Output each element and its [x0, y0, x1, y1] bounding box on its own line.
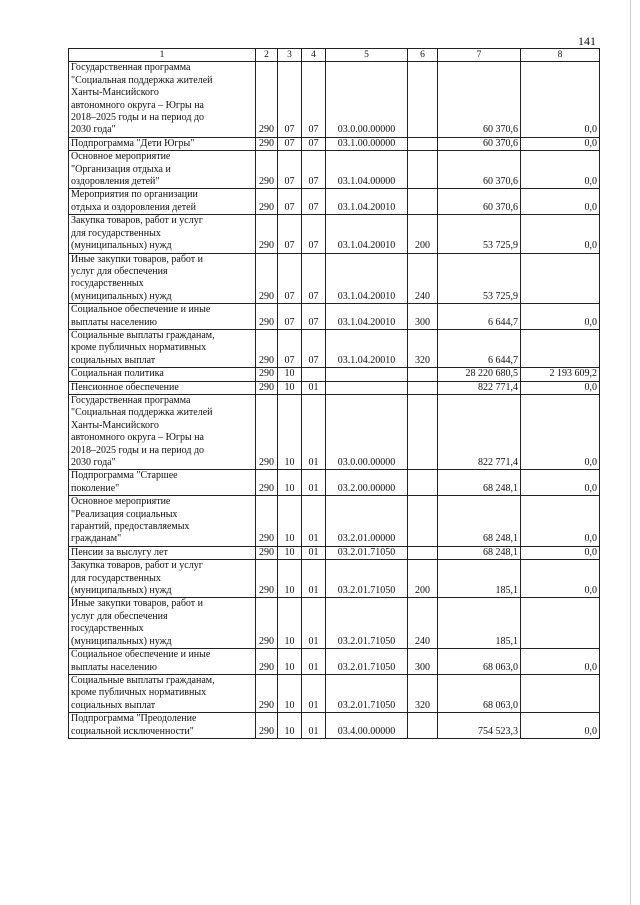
column-3-cell: 10: [278, 546, 302, 559]
table-row: [69, 137, 600, 150]
column-header: 1: [69, 49, 256, 62]
column-8-cell: 0,0: [521, 496, 600, 547]
row-name-cell: Государственная программа "Социальная поддержка жителей Ханты-Мансийского автономного округа – Югры на 2018–2025 годы и на период до 2030 года": [69, 62, 256, 137]
column-2-cell: 290: [256, 189, 278, 215]
table-row: [69, 560, 600, 598]
column-6-cell: [408, 496, 438, 547]
column-7-cell: 6 644,7: [438, 304, 521, 330]
column-2-cell: 290: [256, 598, 278, 649]
column-3-cell: 07: [278, 253, 302, 304]
table-row: [69, 674, 600, 712]
scan-edge-line: [630, 0, 631, 905]
column-2-cell: 290: [256, 329, 278, 367]
column-5-cell: 03.0.00.00000: [326, 62, 408, 137]
row-name-cell: Подпрограмма "Преодоление социальной исключенности": [69, 713, 256, 739]
column-3-cell: 10: [278, 649, 302, 675]
column-8-cell: [521, 598, 600, 649]
column-4-cell: 01: [302, 649, 326, 675]
column-header: 7: [438, 49, 521, 62]
column-4-cell: 01: [302, 560, 326, 598]
column-3-cell: 10: [278, 368, 302, 381]
column-header: 6: [408, 49, 438, 62]
column-6-cell: [408, 470, 438, 496]
page-number: 141: [578, 34, 596, 48]
column-6-cell: 300: [408, 649, 438, 675]
column-8-cell: 2 193 609,2: [521, 368, 600, 381]
column-3-cell: 10: [278, 713, 302, 739]
row-name-cell: Государственная программа "Социальная поддержка жителей Ханты-Мансийского автономного округа – Югры на 2018–2025 годы и на период до 2030 года": [69, 394, 256, 469]
column-5-cell: 03.2.01.00000: [326, 496, 408, 547]
column-5-cell: 03.1.04.20010: [326, 329, 408, 367]
column-2-cell: 290: [256, 649, 278, 675]
column-7-cell: 68 063,0: [438, 649, 521, 675]
column-6-cell: 320: [408, 674, 438, 712]
column-4-cell: 07: [302, 253, 326, 304]
row-name-cell: Подпрограмма "Дети Югры": [69, 137, 256, 150]
column-3-cell: 07: [278, 62, 302, 137]
column-7-cell: 754 523,3: [438, 713, 521, 739]
column-2-cell: 290: [256, 674, 278, 712]
column-2-cell: 290: [256, 62, 278, 137]
column-3-cell: 10: [278, 470, 302, 496]
column-2-cell: 290: [256, 496, 278, 547]
column-8-cell: 0,0: [521, 649, 600, 675]
table-row: [69, 598, 600, 649]
column-2-cell: 290: [256, 368, 278, 381]
column-6-cell: 240: [408, 253, 438, 304]
column-6-cell: 240: [408, 598, 438, 649]
column-8-cell: 0,0: [521, 546, 600, 559]
table-body: [69, 62, 600, 739]
column-3-cell: 10: [278, 496, 302, 547]
column-4-cell: 01: [302, 394, 326, 469]
row-name-cell: Закупка товаров, работ и услуг для государственных (муниципальных) нужд: [69, 215, 256, 253]
column-5-cell: 03.1.04.20010: [326, 304, 408, 330]
table-row: [69, 329, 600, 367]
row-name-cell: Основное мероприятие "Организация отдыха и оздоровления детей": [69, 151, 256, 189]
column-4-cell: 07: [302, 329, 326, 367]
column-4-cell: [302, 368, 326, 381]
column-6-cell: [408, 151, 438, 189]
column-5-cell: 03.1.04.20010: [326, 189, 408, 215]
column-6-cell: 320: [408, 329, 438, 367]
column-5-cell: 03.2.01.71050: [326, 649, 408, 675]
row-name-cell: Основное мероприятие "Реализация социальных гарантий, предоставляемых гражданам": [69, 496, 256, 547]
row-name-cell: Социальные выплаты гражданам, кроме публичных нормативных социальных выплат: [69, 329, 256, 367]
column-5-cell: 03.2.00.00000: [326, 470, 408, 496]
column-4-cell: 01: [302, 713, 326, 739]
column-7-cell: 185,1: [438, 598, 521, 649]
column-2-cell: 290: [256, 470, 278, 496]
column-4-cell: 07: [302, 137, 326, 150]
column-5-cell: 03.2.01.71050: [326, 674, 408, 712]
column-8-cell: 0,0: [521, 470, 600, 496]
column-4-cell: 01: [302, 381, 326, 394]
column-8-cell: 0,0: [521, 151, 600, 189]
column-2-cell: 290: [256, 381, 278, 394]
row-name-cell: Иные закупки товаров, работ и услуг для обеспечения государственных (муниципальных) нужд: [69, 253, 256, 304]
column-7-cell: 68 063,0: [438, 674, 521, 712]
column-6-cell: [408, 62, 438, 137]
column-4-cell: 07: [302, 189, 326, 215]
column-5-cell: 03.2.01.71050: [326, 560, 408, 598]
column-6-cell: [408, 381, 438, 394]
row-name-cell: Социальные выплаты гражданам, кроме публичных нормативных социальных выплат: [69, 674, 256, 712]
column-7-cell: 60 370,6: [438, 62, 521, 137]
table-row: [69, 394, 600, 469]
column-header: 2: [256, 49, 278, 62]
column-5-cell: 03.1.04.00000: [326, 151, 408, 189]
row-name-cell: Социальное обеспечение и иные выплаты населению: [69, 649, 256, 675]
table-row: [69, 496, 600, 547]
column-4-cell: 07: [302, 62, 326, 137]
column-7-cell: 185,1: [438, 560, 521, 598]
row-name-cell: Закупка товаров, работ и услуг для государственных (муниципальных) нужд: [69, 560, 256, 598]
row-name-cell: Мероприятия по организации отдыха и оздоровления детей: [69, 189, 256, 215]
column-3-cell: 10: [278, 381, 302, 394]
column-6-cell: 200: [408, 215, 438, 253]
table-row: [69, 304, 600, 330]
column-3-cell: 10: [278, 394, 302, 469]
column-7-cell: 822 771,4: [438, 394, 521, 469]
column-3-cell: 07: [278, 137, 302, 150]
column-5-cell: 03.0.00.00000: [326, 394, 408, 469]
table-row: [69, 368, 600, 381]
column-2-cell: 290: [256, 304, 278, 330]
column-3-cell: 07: [278, 329, 302, 367]
column-6-cell: [408, 137, 438, 150]
column-3-cell: 10: [278, 598, 302, 649]
column-header: 3: [278, 49, 302, 62]
column-8-cell: 0,0: [521, 381, 600, 394]
table-row: [69, 151, 600, 189]
column-7-cell: 68 248,1: [438, 546, 521, 559]
column-4-cell: 01: [302, 546, 326, 559]
column-5-cell: 03.1.04.20010: [326, 253, 408, 304]
column-6-cell: 200: [408, 560, 438, 598]
column-header: 8: [521, 49, 600, 62]
column-2-cell: 290: [256, 253, 278, 304]
header-row: [69, 49, 600, 62]
column-8-cell: [521, 674, 600, 712]
column-8-cell: 0,0: [521, 394, 600, 469]
column-6-cell: [408, 189, 438, 215]
table-row: [69, 215, 600, 253]
table-row: [69, 62, 600, 137]
column-4-cell: 01: [302, 470, 326, 496]
table-row: [69, 546, 600, 559]
column-2-cell: 290: [256, 546, 278, 559]
column-8-cell: [521, 253, 600, 304]
column-7-cell: 53 725,9: [438, 253, 521, 304]
column-5-cell: 03.1.04.20010: [326, 215, 408, 253]
column-7-cell: 6 644,7: [438, 329, 521, 367]
table-row: [69, 189, 600, 215]
column-3-cell: 07: [278, 215, 302, 253]
column-8-cell: 0,0: [521, 137, 600, 150]
column-8-cell: [521, 329, 600, 367]
column-3-cell: 07: [278, 304, 302, 330]
column-3-cell: 07: [278, 189, 302, 215]
column-4-cell: 07: [302, 304, 326, 330]
column-2-cell: 290: [256, 215, 278, 253]
table-row: [69, 381, 600, 394]
column-5-cell: [326, 368, 408, 381]
budget-table: [68, 48, 600, 739]
column-6-cell: [408, 546, 438, 559]
column-8-cell: 0,0: [521, 215, 600, 253]
column-3-cell: 10: [278, 674, 302, 712]
row-name-cell: Социальное обеспечение и иные выплаты населению: [69, 304, 256, 330]
column-7-cell: 28 220 680,5: [438, 368, 521, 381]
column-8-cell: 0,0: [521, 560, 600, 598]
column-3-cell: 07: [278, 151, 302, 189]
column-4-cell: 01: [302, 598, 326, 649]
row-name-cell: Иные закупки товаров, работ и услуг для обеспечения государственных (муниципальных) нужд: [69, 598, 256, 649]
table-row: [69, 253, 600, 304]
column-4-cell: 01: [302, 496, 326, 547]
column-8-cell: 0,0: [521, 189, 600, 215]
column-2-cell: 290: [256, 560, 278, 598]
column-header: 5: [326, 49, 408, 62]
column-8-cell: 0,0: [521, 304, 600, 330]
column-5-cell: 03.2.01.71050: [326, 546, 408, 559]
table-row: [69, 713, 600, 739]
row-name-cell: Пенсии за выслугу лет: [69, 546, 256, 559]
column-7-cell: 68 248,1: [438, 496, 521, 547]
column-7-cell: 60 370,6: [438, 137, 521, 150]
column-2-cell: 290: [256, 151, 278, 189]
column-6-cell: [408, 394, 438, 469]
column-7-cell: 822 771,4: [438, 381, 521, 394]
column-6-cell: 300: [408, 304, 438, 330]
column-7-cell: 60 370,6: [438, 189, 521, 215]
column-7-cell: 53 725,9: [438, 215, 521, 253]
column-6-cell: [408, 368, 438, 381]
column-7-cell: 60 370,6: [438, 151, 521, 189]
column-3-cell: 10: [278, 560, 302, 598]
table-row: [69, 470, 600, 496]
column-8-cell: 0,0: [521, 713, 600, 739]
column-4-cell: 01: [302, 674, 326, 712]
column-header: 4: [302, 49, 326, 62]
column-4-cell: 07: [302, 151, 326, 189]
row-name-cell: Пенсионное обеспечение: [69, 381, 256, 394]
row-name-cell: Подпрограмма "Старшее поколение": [69, 470, 256, 496]
column-5-cell: 03.4.00.00000: [326, 713, 408, 739]
row-name-cell: Социальная политика: [69, 368, 256, 381]
column-7-cell: 68 248,1: [438, 470, 521, 496]
column-5-cell: 03.2.01.71050: [326, 598, 408, 649]
column-2-cell: 290: [256, 137, 278, 150]
column-5-cell: 03.1.00.00000: [326, 137, 408, 150]
column-2-cell: 290: [256, 713, 278, 739]
column-6-cell: [408, 713, 438, 739]
column-8-cell: 0,0: [521, 62, 600, 137]
column-4-cell: 07: [302, 215, 326, 253]
table-row: [69, 649, 600, 675]
column-2-cell: 290: [256, 394, 278, 469]
column-5-cell: [326, 381, 408, 394]
